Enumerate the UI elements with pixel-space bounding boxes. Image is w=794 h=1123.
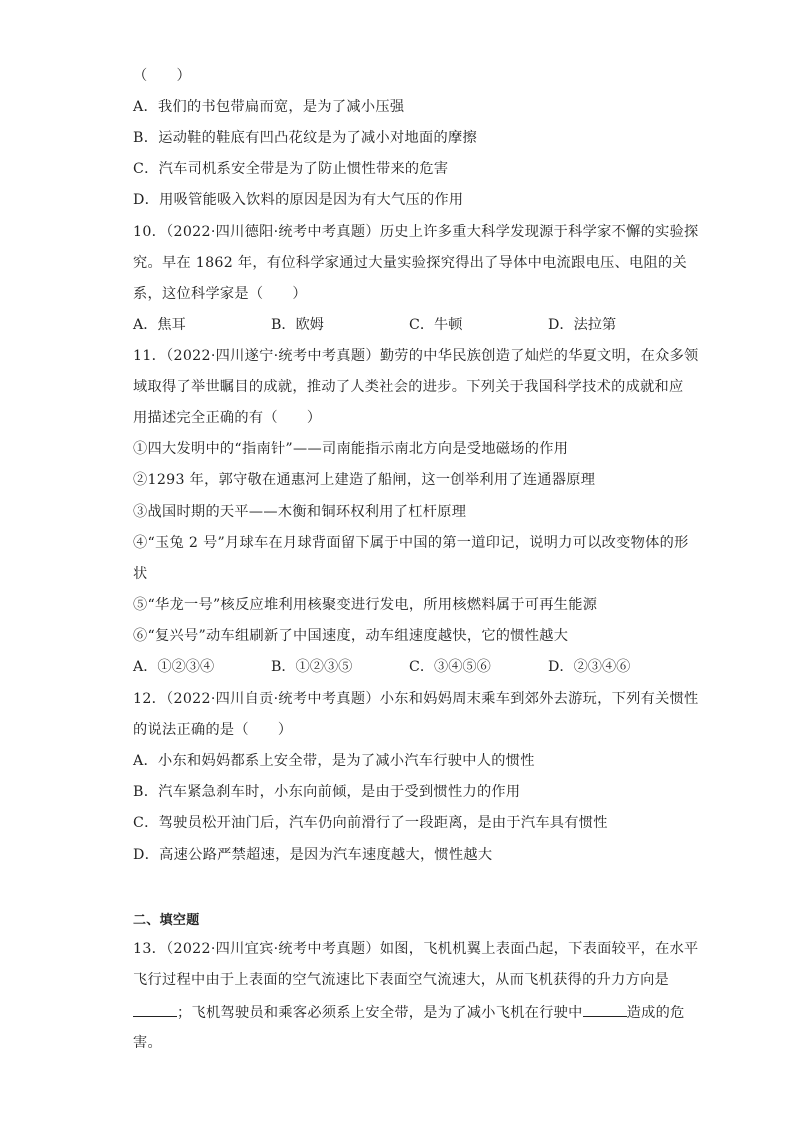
q10-stem-line-3: 系，这位科学家是（ ）	[133, 286, 307, 302]
q13-line3-text: ；飞机驾驶员和乘客必须系上安全带，是为了减小飞机在行驶中	[177, 1005, 583, 1021]
q11-item-3: ③战国时期的天平——木衡和铜环权利用了杠杆原理	[133, 504, 467, 520]
q10-option-b: B．欧姆	[271, 317, 324, 333]
q10-stem-line-1: 10．（2022·四川德阳·统考中考真题）历史上许多重大科学发现源于科学家不懈的实验探	[133, 224, 699, 240]
q9-bracket: （ ）	[133, 68, 191, 84]
q11-option-a: A．①②③④	[133, 659, 215, 675]
q13-line3-end: 造成的危	[626, 1005, 685, 1021]
q11-option-b: B．①②③⑤	[271, 659, 353, 675]
q12-stem-line-1: 12．（2022·四川自贡·统考中考真题）小东和妈妈周末乘车到郊外去游玩，下列有关惯性	[133, 691, 699, 707]
q9-option-d: D．用吸管能吸入饮料的原因是因为有大气压的作用	[133, 192, 464, 208]
q9-option-c: C．汽车司机系安全带是为了防止惯性带来的危害	[133, 161, 449, 177]
q10-stem-line-2: 究。早在 1862 年，有位科学家通过大量实验探究得出了导体中电流跟电压、电阻的关	[133, 255, 687, 271]
q11-item-5: ⑤“华龙一号”核反应堆利用核聚变进行发电，所用核燃料属于可再生能源	[133, 597, 598, 613]
q11-item-4-cont: 状	[133, 566, 148, 582]
q11-item-6: ⑥“复兴号”动车组刷新了中国速度，动车组速度越快，它的惯性越大	[133, 628, 569, 644]
q11-item-4: ④“玉兔 2 号”月球车在月球背面留下属于中国的第一道印记，说明力可以改变物体的形	[133, 535, 689, 551]
answer-blank-2[interactable]	[583, 1002, 627, 1017]
q10-option-d: D．法拉第	[548, 317, 617, 333]
q12-stem-line-2: 的说法正确的是（ ）	[133, 722, 293, 738]
q10-option-c: C．牛顿	[409, 317, 463, 333]
q9-option-b: B．运动鞋的鞋底有凹凸花纹是为了减小对地面的摩擦	[133, 130, 477, 146]
q9-option-a: A．我们的书包带扁而宽，是为了减小压强	[133, 99, 405, 115]
q13-stem-line-1: 13．（2022·四川宜宾·统考中考真题）如图，飞机机翼上表面凸起，下表面较平，在水平	[133, 941, 699, 957]
section-heading: 二、填空题	[133, 913, 200, 928]
q12-option-a: A．小东和妈妈都系上安全带，是为了减小汽车行驶中人的惯性	[133, 753, 535, 769]
q11-option-c: C．③④⑤⑥	[409, 659, 491, 675]
q11-option-d: D．②③④⑥	[548, 659, 631, 675]
q10-option-a: A．焦耳	[133, 317, 186, 333]
answer-blank-1[interactable]	[133, 1002, 177, 1017]
q13-stem-line-2: 飞行过程中由于上表面的空气流速比下表面空气流速大，从而飞机获得的升力方向是	[133, 972, 670, 988]
q11-stem-line-2: 域取得了举世瞩目的成就，推动了人类社会的进步。下列关于我国科学技术的成就和应	[133, 379, 684, 395]
q13-stem-line-3	[133, 1002, 685, 1023]
q13-stem-line-4: 害。	[133, 1035, 162, 1051]
q12-option-c: C．驾驶员松开油门后，汽车仍向前滑行了一段距离，是由于汽车具有惯性	[133, 815, 608, 831]
q11-stem-line-1: 11．（2022·四川遂宁·统考中考真题）勤劳的中华民族创造了灿烂的华夏文明，在众多领	[133, 348, 699, 364]
q11-stem-line-3: 用描述完全正确的有（ ）	[133, 410, 322, 426]
q12-option-b: B．汽车紧急刹车时，小东向前倾，是由于受到惯性力的作用	[133, 784, 521, 800]
q12-option-d: D．高速公路严禁超速，是因为汽车速度越大，惯性越大	[133, 847, 493, 863]
q11-item-2: ②1293 年，郭守敬在通惠河上建造了船闸，这一创举利用了连通器原理	[133, 472, 596, 488]
q11-item-1: ①四大发明中的“指南针”——司南能指示南北方向是受地磁场的作用	[133, 441, 569, 457]
